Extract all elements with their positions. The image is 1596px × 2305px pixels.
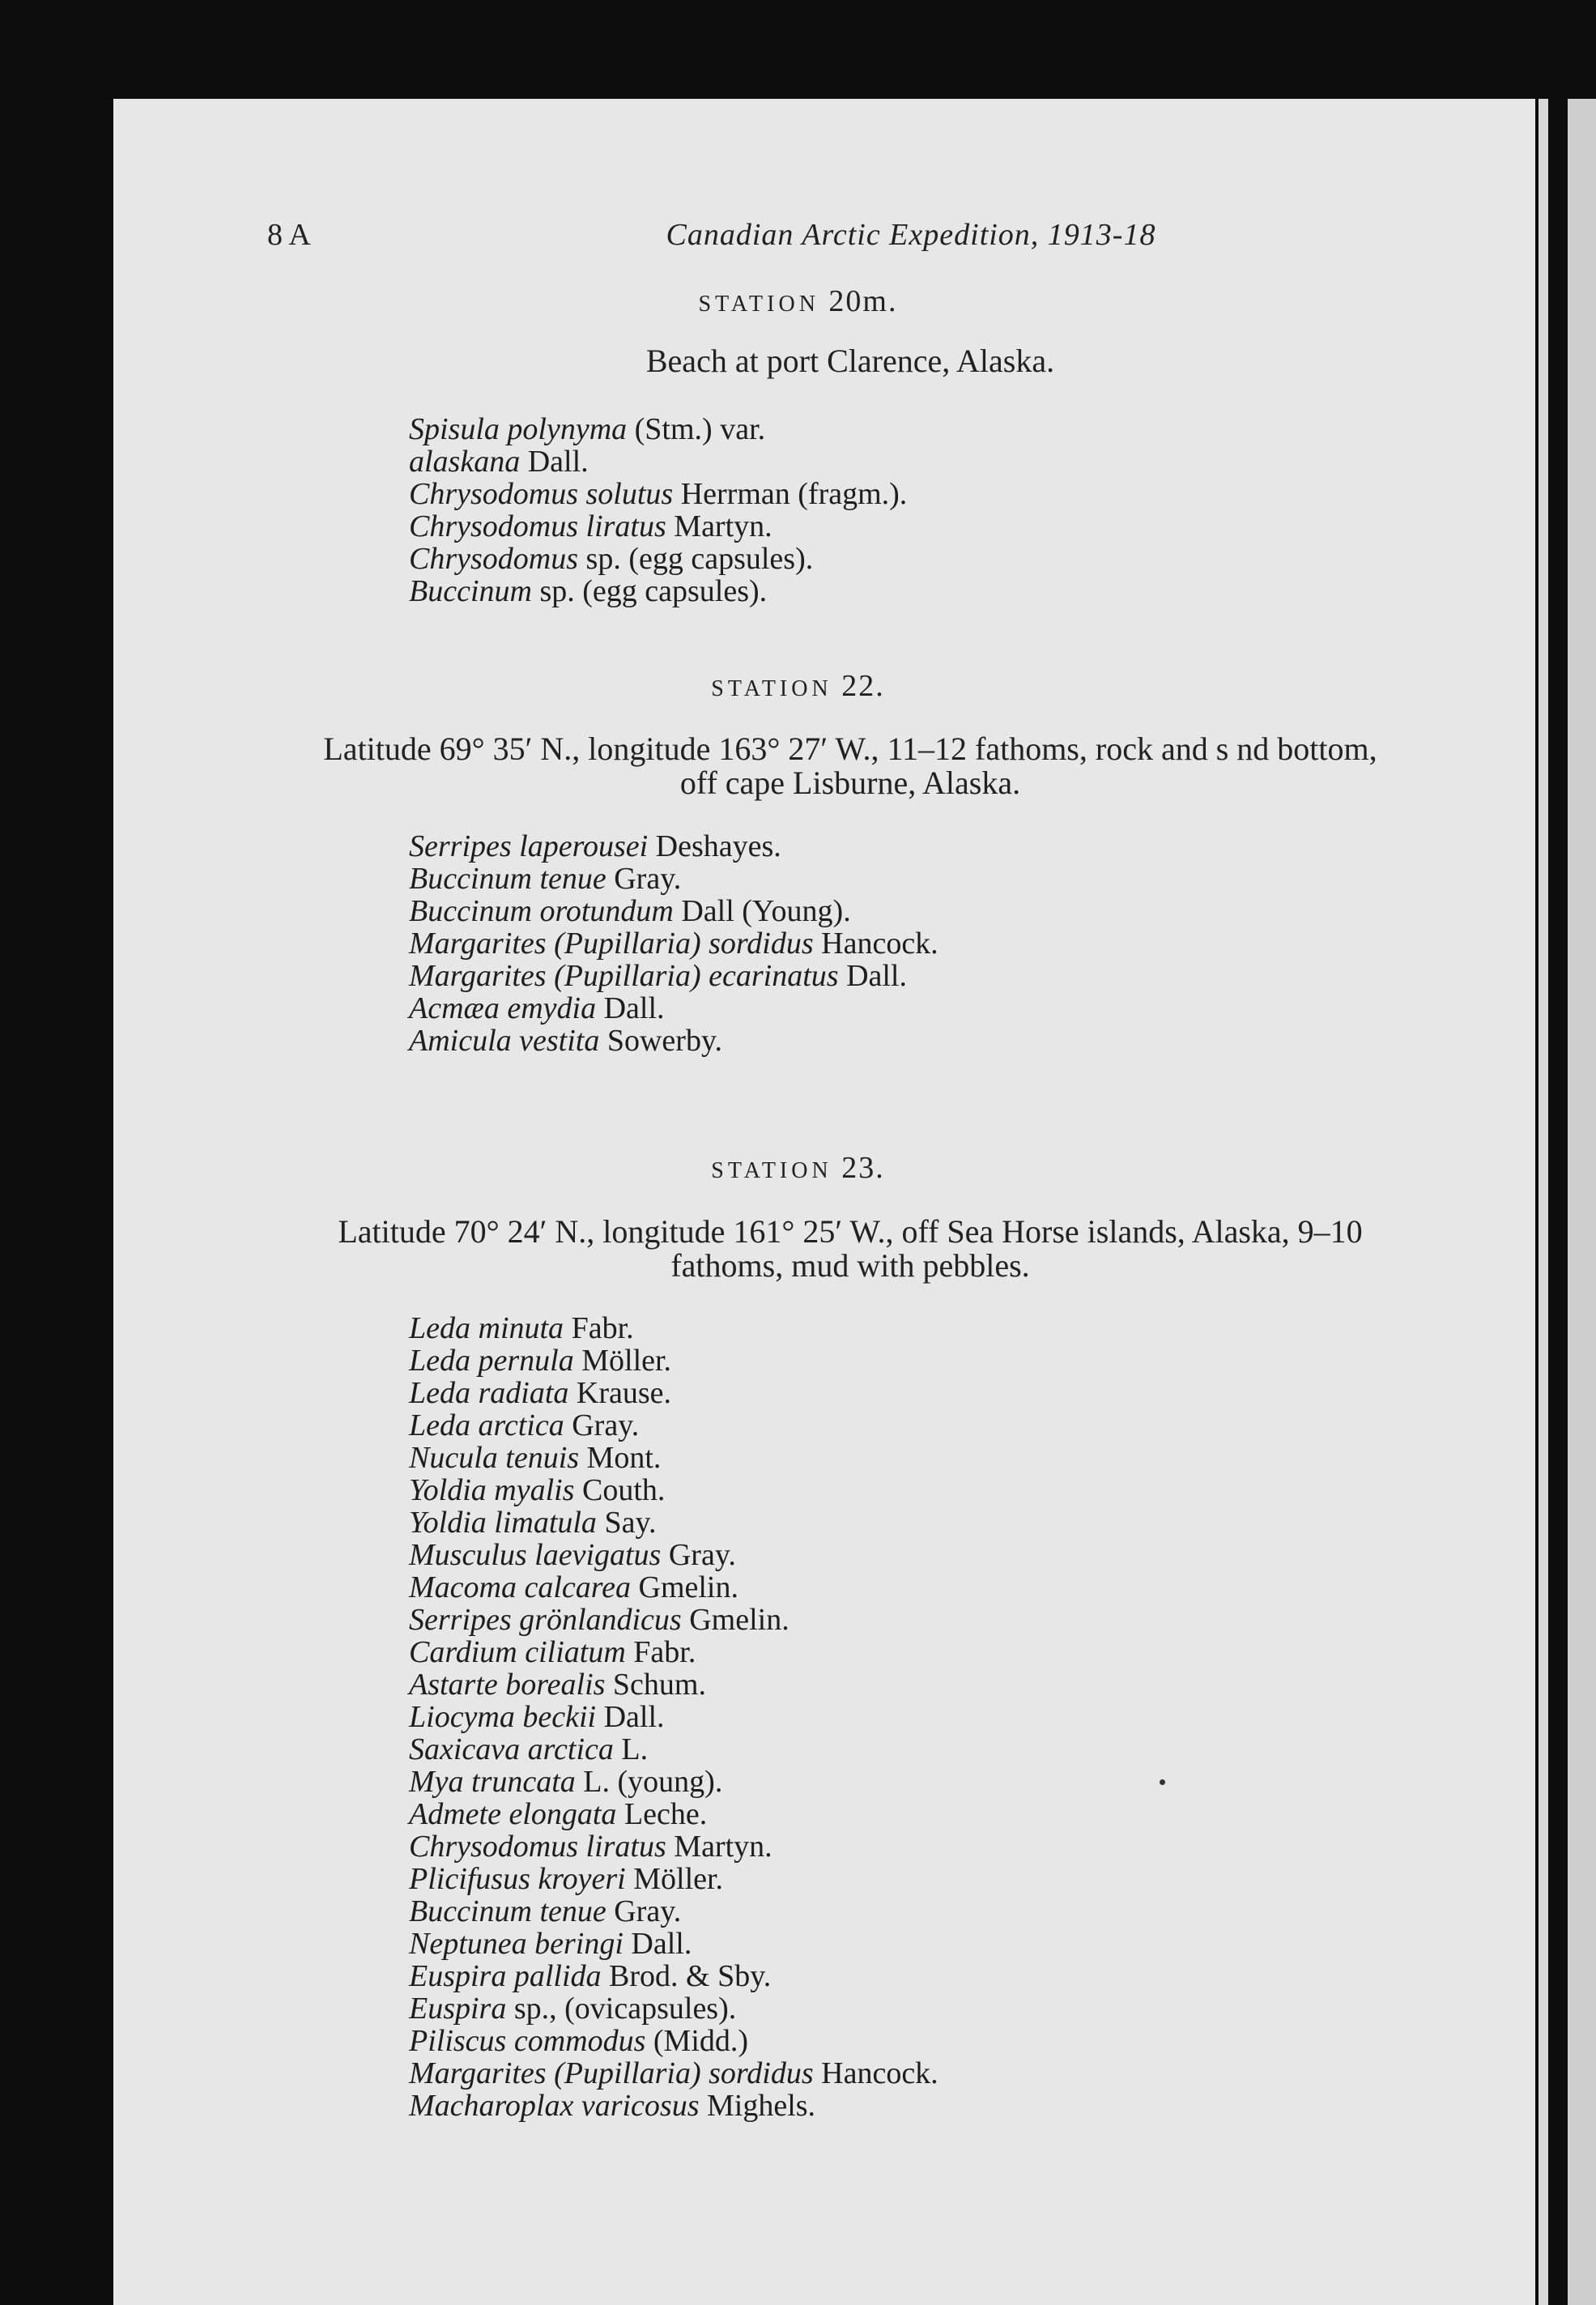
- species-entry: [409, 2090, 938, 2122]
- station-number: 20m.: [828, 284, 898, 318]
- species-authority: Dall (Young).: [673, 894, 851, 928]
- species-authority: L.: [613, 1732, 649, 1766]
- species-entry: [409, 863, 938, 895]
- species-name: Buccinum tenue: [409, 862, 606, 896]
- species-entry: [409, 1025, 938, 1057]
- species-entry: [409, 1312, 938, 1344]
- species-name: Saxicava arctica: [409, 1732, 614, 1766]
- species-entry: [409, 2025, 938, 2057]
- species-entry: [409, 1830, 938, 1863]
- species-authority: Gray.: [606, 1894, 682, 1928]
- species-name: Plicifusus kroyeri: [409, 1862, 626, 1896]
- species-list: [409, 413, 907, 607]
- station-number: 23.: [841, 1151, 885, 1185]
- species-name: Cardium ciliatum: [409, 1635, 626, 1669]
- species-authority: Leche.: [616, 1797, 708, 1831]
- species-name: Macharoplax varicosus: [409, 2089, 700, 2123]
- species-authority: (Stm.) var.: [627, 412, 766, 446]
- species-entry: [409, 1604, 938, 1636]
- species-entry: [409, 1960, 938, 1992]
- species-authority: Mont.: [579, 1441, 662, 1475]
- species-name: Chrysodomus solutus: [409, 477, 674, 511]
- species-name: Chrysodomus liratus: [409, 1830, 666, 1864]
- species-name: Margarites (Pupillaria) sordidus: [409, 927, 814, 961]
- species-authority: Fabr.: [625, 1635, 696, 1669]
- species-authority: sp. (egg capsules).: [531, 574, 768, 608]
- species-entry: [409, 510, 907, 543]
- station-heading: [0, 283, 1596, 319]
- species-name: Chrysodomus: [409, 542, 579, 576]
- species-entry: [409, 895, 938, 927]
- species-authority: Gray.: [606, 862, 682, 896]
- species-authority: sp. (egg capsules).: [578, 542, 814, 576]
- species-name: Buccinum: [409, 574, 532, 608]
- page-header: [267, 217, 1401, 266]
- species-authority: Gmelin.: [681, 1603, 789, 1637]
- species-entry: [409, 1344, 938, 1377]
- species-name: Leda minuta: [409, 1311, 564, 1345]
- station-label: STATION: [711, 676, 832, 701]
- species-entry: [409, 413, 907, 445]
- species-name: Musculus laevigatus: [409, 1538, 662, 1572]
- species-name: Spisula polynyma: [409, 412, 628, 446]
- species-entry: [409, 1636, 938, 1668]
- species-authority: Dall.: [623, 1927, 692, 1961]
- species-entry: [409, 1863, 938, 1895]
- species-entry: [409, 445, 907, 478]
- species-authority: Dall.: [838, 959, 907, 993]
- station-label: STATION: [711, 1158, 832, 1183]
- species-authority: Gray.: [564, 1408, 640, 1442]
- species-entry: [409, 1668, 938, 1701]
- species-entry: [409, 1474, 938, 1506]
- species-authority: Gray.: [661, 1538, 736, 1572]
- species-entry: [409, 992, 938, 1025]
- species-name: Admete elongata: [409, 1797, 617, 1831]
- species-authority: Mighels.: [699, 2089, 816, 2123]
- species-authority: sp., (ovicapsules).: [506, 1992, 737, 2026]
- species-entry: [409, 1442, 938, 1474]
- running-title: Canadian Arctic Expedition, 1913-18: [666, 218, 1156, 252]
- species-authority: Krause.: [568, 1376, 672, 1410]
- species-entry: [409, 1992, 938, 2025]
- species-entry: [409, 1409, 938, 1442]
- species-name: Mya truncata: [409, 1765, 576, 1799]
- species-entry: [409, 2057, 938, 2090]
- species-authority: Hancock.: [813, 2056, 938, 2090]
- species-authority: Martyn.: [666, 1830, 772, 1864]
- species-name: Leda radiata: [409, 1376, 569, 1410]
- species-name: Margarites (Pupillaria) sordidus: [409, 2056, 814, 2090]
- species-entry: [409, 1539, 938, 1571]
- species-entry: [409, 830, 938, 863]
- species-name: Acmæa emydia: [409, 991, 597, 1025]
- station-locality: Latitude 70° 24′ N., longitude 161° 25′ W., off Sea Horse islands, Alaska, 9–10 fathoms, mud with pebbles.: [338, 1213, 1363, 1284]
- species-authority: (Midd.): [645, 2024, 749, 2058]
- species-name: Amicula vestita: [409, 1024, 600, 1058]
- species-name: Serripes grönlandicus: [409, 1603, 682, 1637]
- station-heading: [0, 668, 1596, 704]
- species-name: Leda arctica: [409, 1408, 564, 1442]
- species-name: alaskana: [409, 445, 521, 479]
- species-authority: Say.: [596, 1506, 657, 1540]
- species-name: Chrysodomus liratus: [409, 509, 666, 543]
- station-heading: [0, 1150, 1596, 1186]
- species-authority: Martyn.: [666, 509, 772, 543]
- species-entry: [409, 1571, 938, 1604]
- species-name: Euspira: [409, 1992, 507, 2026]
- species-name: Yoldia limatula: [409, 1506, 597, 1540]
- station-locality: Latitude 69° 35′ N., longitude 163° 27′ W., 11–12 fathoms, rock and s nd bottom, off cape Lisburne, Alaska.: [323, 731, 1377, 801]
- species-entry: [409, 478, 907, 510]
- species-authority: Möller.: [573, 1344, 672, 1378]
- species-authority: Schum.: [605, 1668, 706, 1702]
- species-authority: Herrman (fragm.).: [673, 477, 908, 511]
- species-entry: [409, 575, 907, 607]
- species-entry: [409, 1506, 938, 1539]
- species-name: Buccinum orotundum: [409, 894, 674, 928]
- species-entry: [409, 1895, 938, 1928]
- species-authority: Deshayes.: [648, 829, 781, 863]
- species-entry: [409, 1377, 938, 1409]
- species-name: Yoldia myalis: [409, 1473, 575, 1507]
- species-authority: Dall.: [596, 1700, 665, 1734]
- species-authority: Sowerby.: [599, 1024, 722, 1058]
- species-name: Euspira pallida: [409, 1959, 602, 1993]
- species-list: [409, 1312, 938, 2122]
- species-name: Buccinum tenue: [409, 1894, 606, 1928]
- species-authority: Brod. & Sby.: [601, 1959, 772, 1993]
- species-entry: [409, 960, 938, 992]
- species-entry: [409, 1701, 938, 1733]
- species-entry: [409, 543, 907, 575]
- species-name: Nucula tenuis: [409, 1441, 580, 1475]
- species-name: Piliscus commodus: [409, 2024, 646, 2058]
- species-entry: [409, 1733, 938, 1766]
- species-entry: [409, 1928, 938, 1960]
- ink-speck: [1160, 1779, 1165, 1785]
- station-locality: Beach at port Clarence, Alaska.: [645, 343, 1055, 379]
- species-name: Neptunea beringi: [409, 1927, 624, 1961]
- species-authority: L. (young).: [575, 1765, 723, 1799]
- species-authority: Möller.: [625, 1862, 724, 1896]
- species-name: Liocyma beckii: [409, 1700, 597, 1734]
- species-name: Macoma calcarea: [409, 1570, 631, 1604]
- species-authority: Hancock.: [813, 927, 938, 961]
- species-list: [409, 830, 938, 1057]
- species-authority: Dall.: [520, 445, 589, 479]
- species-name: Leda pernula: [409, 1344, 574, 1378]
- species-entry: [409, 1766, 938, 1798]
- species-authority: Gmelin.: [631, 1570, 738, 1604]
- station-number: 22.: [841, 669, 885, 703]
- species-authority: Dall.: [596, 991, 665, 1025]
- station-label: STATION: [698, 292, 819, 317]
- species-name: Astarte borealis: [409, 1668, 606, 1702]
- book-spine: [1568, 99, 1596, 2305]
- species-entry: [409, 927, 938, 960]
- page-edge: [1539, 99, 1548, 2305]
- species-authority: Couth.: [574, 1473, 666, 1507]
- species-authority: Fabr.: [564, 1311, 634, 1345]
- species-name: Serripes laperousei: [409, 829, 649, 863]
- page-number: 8 A: [267, 218, 311, 252]
- species-name: Margarites (Pupillaria) ecarinatus: [409, 959, 839, 993]
- species-entry: [409, 1798, 938, 1830]
